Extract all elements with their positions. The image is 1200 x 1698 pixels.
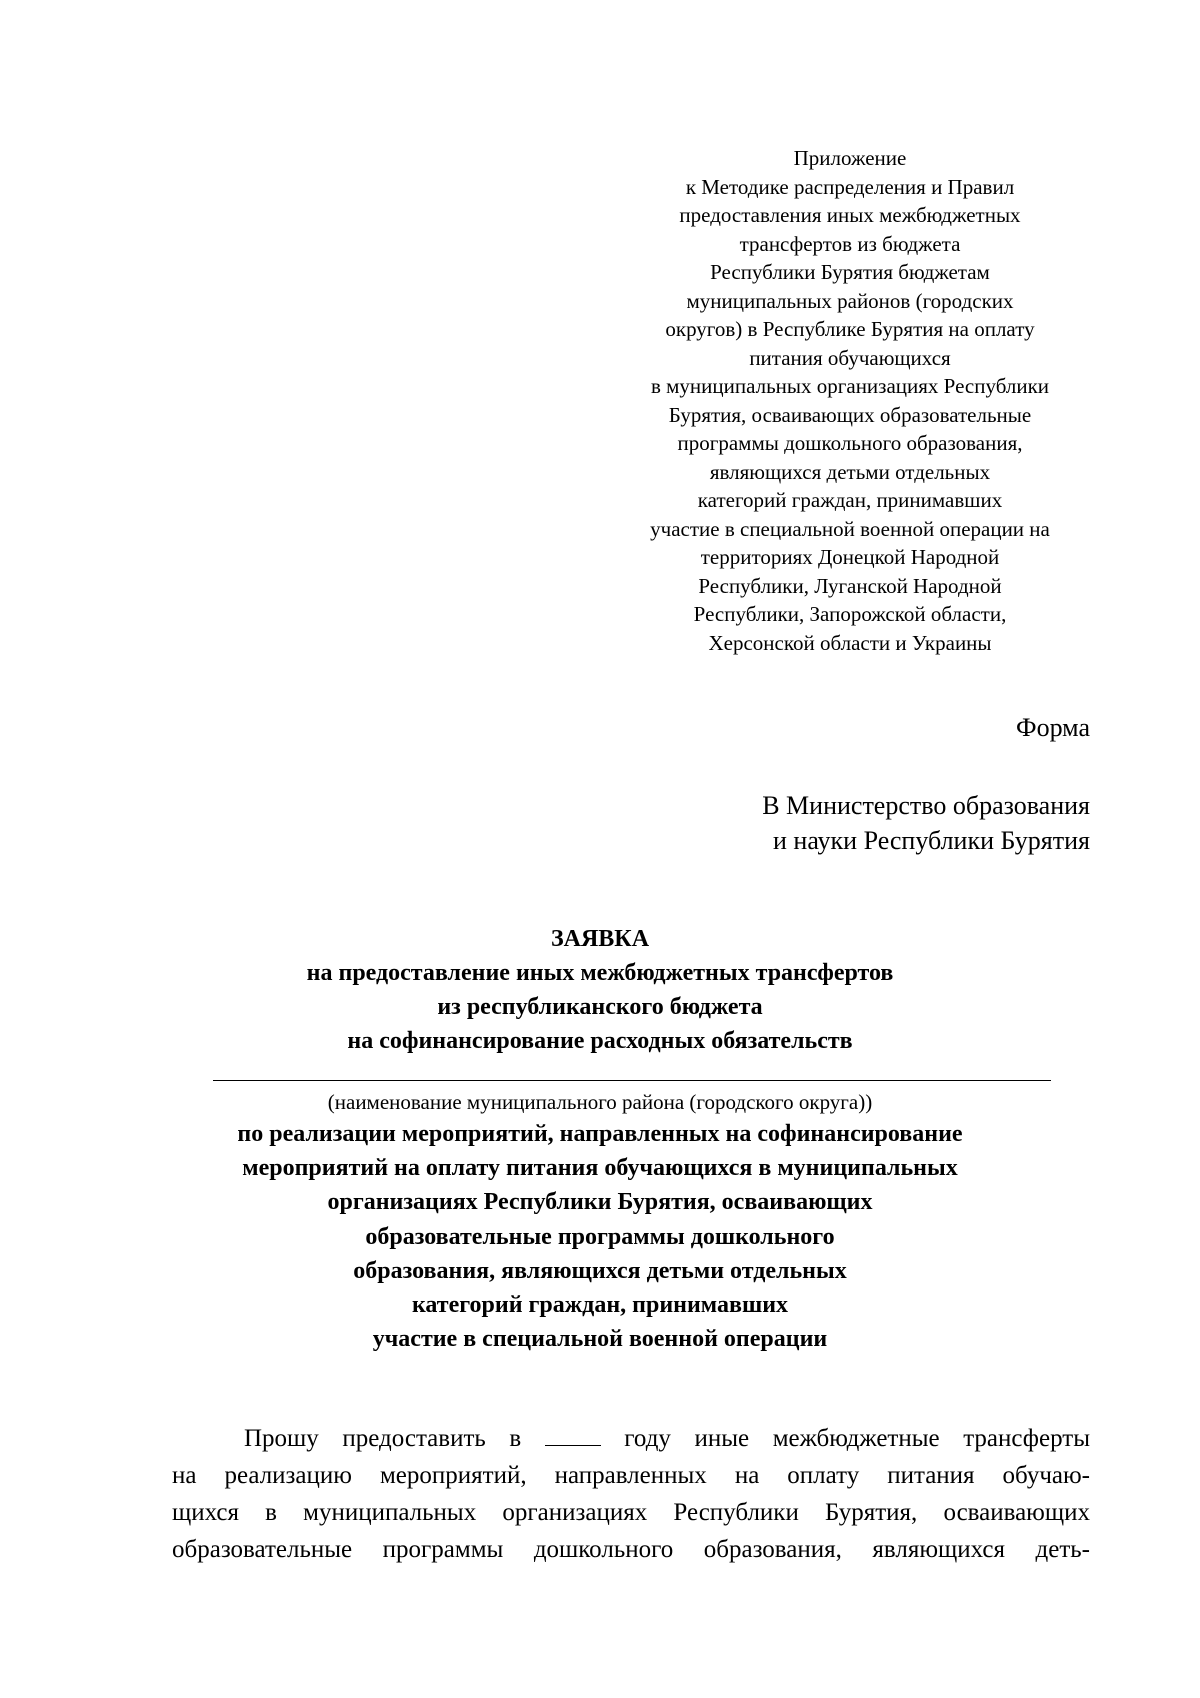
appendix-line: в муниципальных организациях Республики bbox=[650, 374, 1050, 398]
appendix-line: муниципальных районов (городских bbox=[686, 288, 1014, 313]
appendix-header bbox=[610, 144, 1090, 657]
appendix-line: к Методике распределения и Правил bbox=[685, 174, 1015, 199]
blank-caption: (наименование муниципального района (городского округа)) bbox=[327, 1090, 873, 1114]
appendix-line: являющихся детьми отдельных bbox=[709, 459, 991, 484]
body-line: на реализацию мероприятий, направленных на оплату питания обучаю- bbox=[172, 1462, 1090, 1489]
title-line: на софинансирование расходных обязательств bbox=[347, 1028, 853, 1054]
body-paragraph bbox=[172, 1420, 1090, 1568]
appendix-line: Республики, Луганской Народной bbox=[698, 573, 1002, 598]
purpose-title bbox=[0, 1117, 1200, 1356]
title-line: на предоставление иных межбюджетных трансфертов bbox=[306, 960, 894, 986]
body-line bbox=[172, 1420, 1090, 1457]
body-line: щихся в муниципальных организациях Республики Бурятия, осваивающих bbox=[172, 1499, 1090, 1526]
body-line: образовательные программы дошкольного образования, являющихся деть- bbox=[172, 1536, 1090, 1563]
purpose-line: мероприятий на оплату питания обучающихся в муниципальных bbox=[242, 1155, 958, 1182]
appendix-line: питания обучающихся bbox=[749, 345, 951, 370]
purpose-line: категорий граждан, принимавших bbox=[411, 1292, 789, 1319]
appendix-line: категорий граждан, принимавших bbox=[697, 488, 1003, 512]
appendix-line: Республики, Запорожской области, bbox=[693, 602, 1007, 626]
purpose-line: образования, являющихся детьми отдельных bbox=[353, 1257, 847, 1284]
appendix-line: трансфертов из бюджета bbox=[739, 231, 961, 256]
document-title bbox=[0, 922, 1200, 1058]
appendix-line: территориях Донецкой Народной bbox=[700, 545, 1000, 569]
year-blank bbox=[545, 1425, 601, 1446]
title-line: из республиканского бюджета bbox=[437, 994, 763, 1020]
blank-fill-line bbox=[213, 1080, 1051, 1081]
purpose-line: по реализации мероприятий, направленных на софинансирование bbox=[237, 1121, 963, 1147]
addressee-block bbox=[762, 788, 1090, 858]
appendix-line: Приложение bbox=[793, 146, 907, 170]
addressee-line: и науки Республики Бурятия bbox=[772, 826, 1090, 855]
purpose-line: участие в специальной военной операции bbox=[372, 1326, 828, 1353]
purpose-line: образовательные программы дошкольного bbox=[365, 1223, 835, 1250]
appendix-line: Республики Бурятия бюджетам bbox=[710, 260, 990, 284]
body-line-start: Прошу предоставить в bbox=[244, 1425, 522, 1452]
appendix-line: округов) в Республике Бурятия на оплату bbox=[665, 317, 1035, 341]
appendix-line: Херсонской области и Украины bbox=[708, 630, 992, 655]
appendix-line: программы дошкольного образования, bbox=[677, 431, 1023, 455]
title-heading: ЗАЯВКА bbox=[550, 926, 650, 952]
appendix-line: предоставления иных межбюджетных bbox=[679, 203, 1021, 227]
body-line-end: году иные межбюджетные трансферты bbox=[624, 1425, 1090, 1452]
appendix-line: участие в специальной военной операции на bbox=[650, 516, 1050, 541]
purpose-line: организациях Республики Бурятия, осваивающих bbox=[327, 1189, 873, 1216]
appendix-line: Бурятия, осваивающих образовательные bbox=[668, 402, 1032, 427]
addressee-line: В Министерство образования bbox=[762, 791, 1090, 820]
form-label: Форма bbox=[1016, 713, 1090, 742]
